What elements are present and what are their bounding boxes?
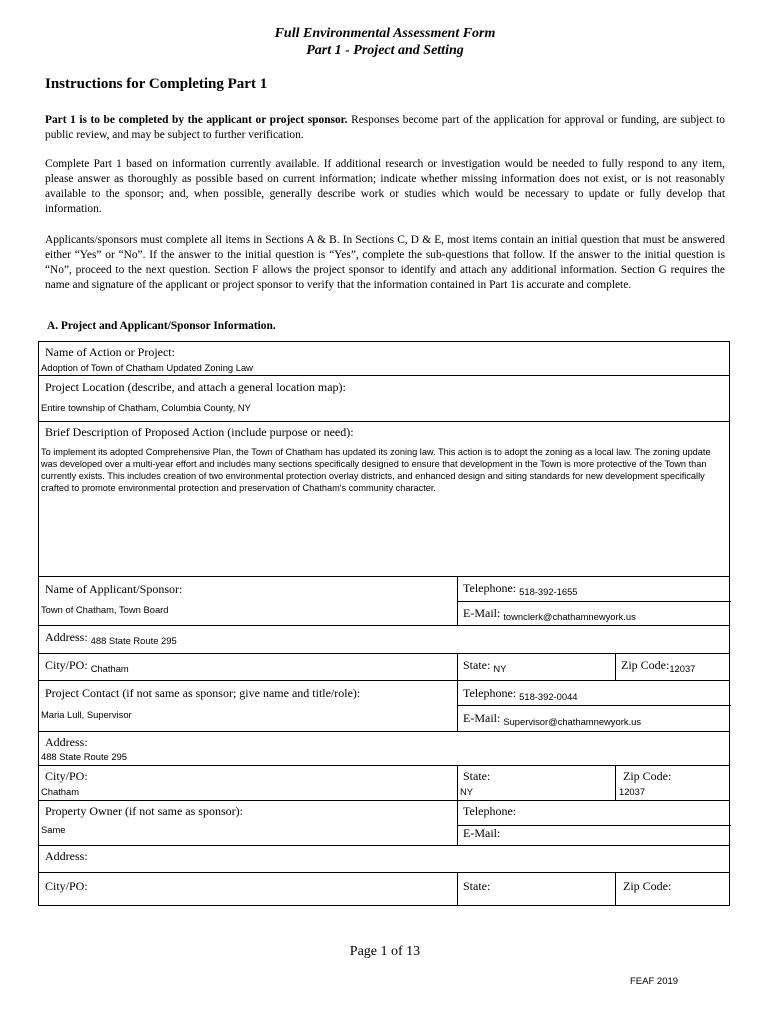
description-value[interactable]: To implement its adopted Comprehensive Plan, the Town of Chatham has updated its zoning law. This action is to adopt the zoning as a local law. The zoning update was developed over a multi-year effort and includes many sections specifically designed to ensure that development in the Town is more protective of the Town than currently exists. This includes creation of two environmental protection overlay districts, and enhanced design and siting standards for new development specifically crafted to promote environmental protection and preservation of Chatham's community character. bbox=[41, 447, 711, 493]
applicant-address-value[interactable]: 488 State Route 295 bbox=[90, 635, 177, 646]
owner-telephone-label[interactable]: Telephone: bbox=[463, 804, 517, 818]
contact-name-value[interactable]: Maria Lull, Supervisor bbox=[41, 709, 132, 720]
applicant-email bbox=[463, 606, 636, 621]
page-number: Page 1 of 13 bbox=[349, 944, 421, 959]
owner-email-label[interactable]: E-Mail: bbox=[463, 826, 501, 840]
applicant-email-value[interactable]: townclerk@chathamnewyork.us bbox=[503, 611, 636, 622]
project-info-form bbox=[38, 341, 730, 906]
contact-zip-label: Zip Code: bbox=[623, 769, 672, 783]
applicant-zip bbox=[621, 658, 695, 673]
applicant-city-label: City/PO: bbox=[45, 658, 88, 672]
project-location-value[interactable]: Entire township of Chatham, Columbia County, NY bbox=[41, 402, 251, 413]
contact-state-value[interactable]: NY bbox=[460, 786, 474, 797]
description-label: Brief Description of Proposed Action (include purpose or need): bbox=[45, 425, 354, 439]
section-a-heading: A. Project and Applicant/Sponsor Information. bbox=[47, 320, 276, 332]
contact-zip-value[interactable]: 12037 bbox=[619, 786, 646, 797]
contact-telephone bbox=[463, 686, 578, 701]
instructions-paragraph-3: Applicants/sponsors must complete all items in Sections A & B. In Sections C, D & E, most items contain an initial question that must be answered either “Yes” or “No”. If the answer to the initial question is “Yes”, complete the sub-questions that follow. If the answer to the initial question is “No”, proceed to the next question. Section F allows the project sponsor to identify and attach any additional information. Section G requires the name and signature of the applicant or project sponsor to verify that the information contained in Part 1is accurate and complete. bbox=[45, 234, 725, 291]
instructions-p1-rest: Responses become part of the application for approval or funding, are subject to public review, and may be subject to further verification. bbox=[45, 114, 725, 141]
instructions-heading: Instructions for Completing Part 1 bbox=[45, 76, 268, 92]
owner-name-value[interactable]: Same bbox=[41, 824, 66, 835]
project-location-label: Project Location (describe, and attach a general location map): bbox=[45, 380, 346, 394]
contact-address-label: Address: bbox=[45, 735, 88, 749]
form-title: Full Environmental Assessment Form bbox=[274, 26, 496, 41]
applicant-state bbox=[463, 658, 506, 673]
owner-zip-label[interactable]: Zip Code: bbox=[623, 879, 672, 893]
name-of-action-label: Name of Action or Project: bbox=[45, 345, 175, 359]
name-of-action-value[interactable]: Adoption of Town of Chatham Updated Zoning Law bbox=[41, 362, 253, 373]
applicant-city-value[interactable]: Chatham bbox=[90, 663, 129, 674]
contact-state-label: State: bbox=[463, 769, 491, 783]
contact-address-value[interactable]: 488 State Route 295 bbox=[41, 751, 128, 762]
applicant-name-value[interactable]: Town of Chatham, Town Board bbox=[41, 604, 169, 615]
contact-email bbox=[463, 711, 641, 726]
contact-city-label: City/PO: bbox=[45, 769, 88, 783]
applicant-address bbox=[45, 630, 177, 645]
applicant-state-label: State: bbox=[463, 658, 491, 672]
contact-name-label: Project Contact (if not same as sponsor; give name and title/role): bbox=[45, 686, 361, 700]
applicant-email-label: E-Mail: bbox=[463, 606, 501, 620]
applicant-zip-value[interactable]: 12037 bbox=[669, 663, 696, 674]
contact-email-value[interactable]: Supervisor@chathamnewyork.us bbox=[503, 716, 642, 727]
applicant-zip-label: Zip Code: bbox=[621, 658, 670, 672]
owner-state-label[interactable]: State: bbox=[463, 879, 491, 893]
form-code: FEAF 2019 bbox=[630, 976, 679, 987]
applicant-address-label: Address: bbox=[45, 630, 88, 644]
owner-name-label: Property Owner (if not same as sponsor): bbox=[45, 804, 243, 818]
form-subtitle: Part 1 - Project and Setting bbox=[306, 43, 464, 58]
applicant-state-value[interactable]: NY bbox=[493, 663, 507, 674]
applicant-telephone-value[interactable]: 518-392-1655 bbox=[519, 586, 578, 597]
contact-email-label: E-Mail: bbox=[463, 711, 501, 725]
applicant-city bbox=[45, 658, 129, 673]
applicant-telephone-label: Telephone: bbox=[463, 581, 517, 595]
owner-address-label[interactable]: Address: bbox=[45, 849, 88, 863]
applicant-telephone bbox=[463, 581, 578, 596]
contact-telephone-label: Telephone: bbox=[463, 686, 517, 700]
contact-city-value[interactable]: Chatham bbox=[41, 786, 80, 797]
contact-telephone-value[interactable]: 518-392-0044 bbox=[519, 691, 578, 702]
owner-city-label[interactable]: City/PO: bbox=[45, 879, 88, 893]
applicant-name-label: Name of Applicant/Sponsor: bbox=[45, 582, 183, 596]
instructions-p1-bold: Part 1 is to be completed by the applicant or project sponsor. bbox=[45, 114, 348, 126]
instructions-paragraph-1 bbox=[45, 113, 725, 143]
instructions-paragraph-2: Complete Part 1 based on information currently available. If additional research or investigation would be needed to fully respond to any item, please answer as thoroughly as possible based on current information; indicate whether missing information does not exist, or is not reasonably available to the sponsor; and, when possible, generally describe work or studies which would be necessary to update or fully develop that information. bbox=[45, 158, 725, 215]
